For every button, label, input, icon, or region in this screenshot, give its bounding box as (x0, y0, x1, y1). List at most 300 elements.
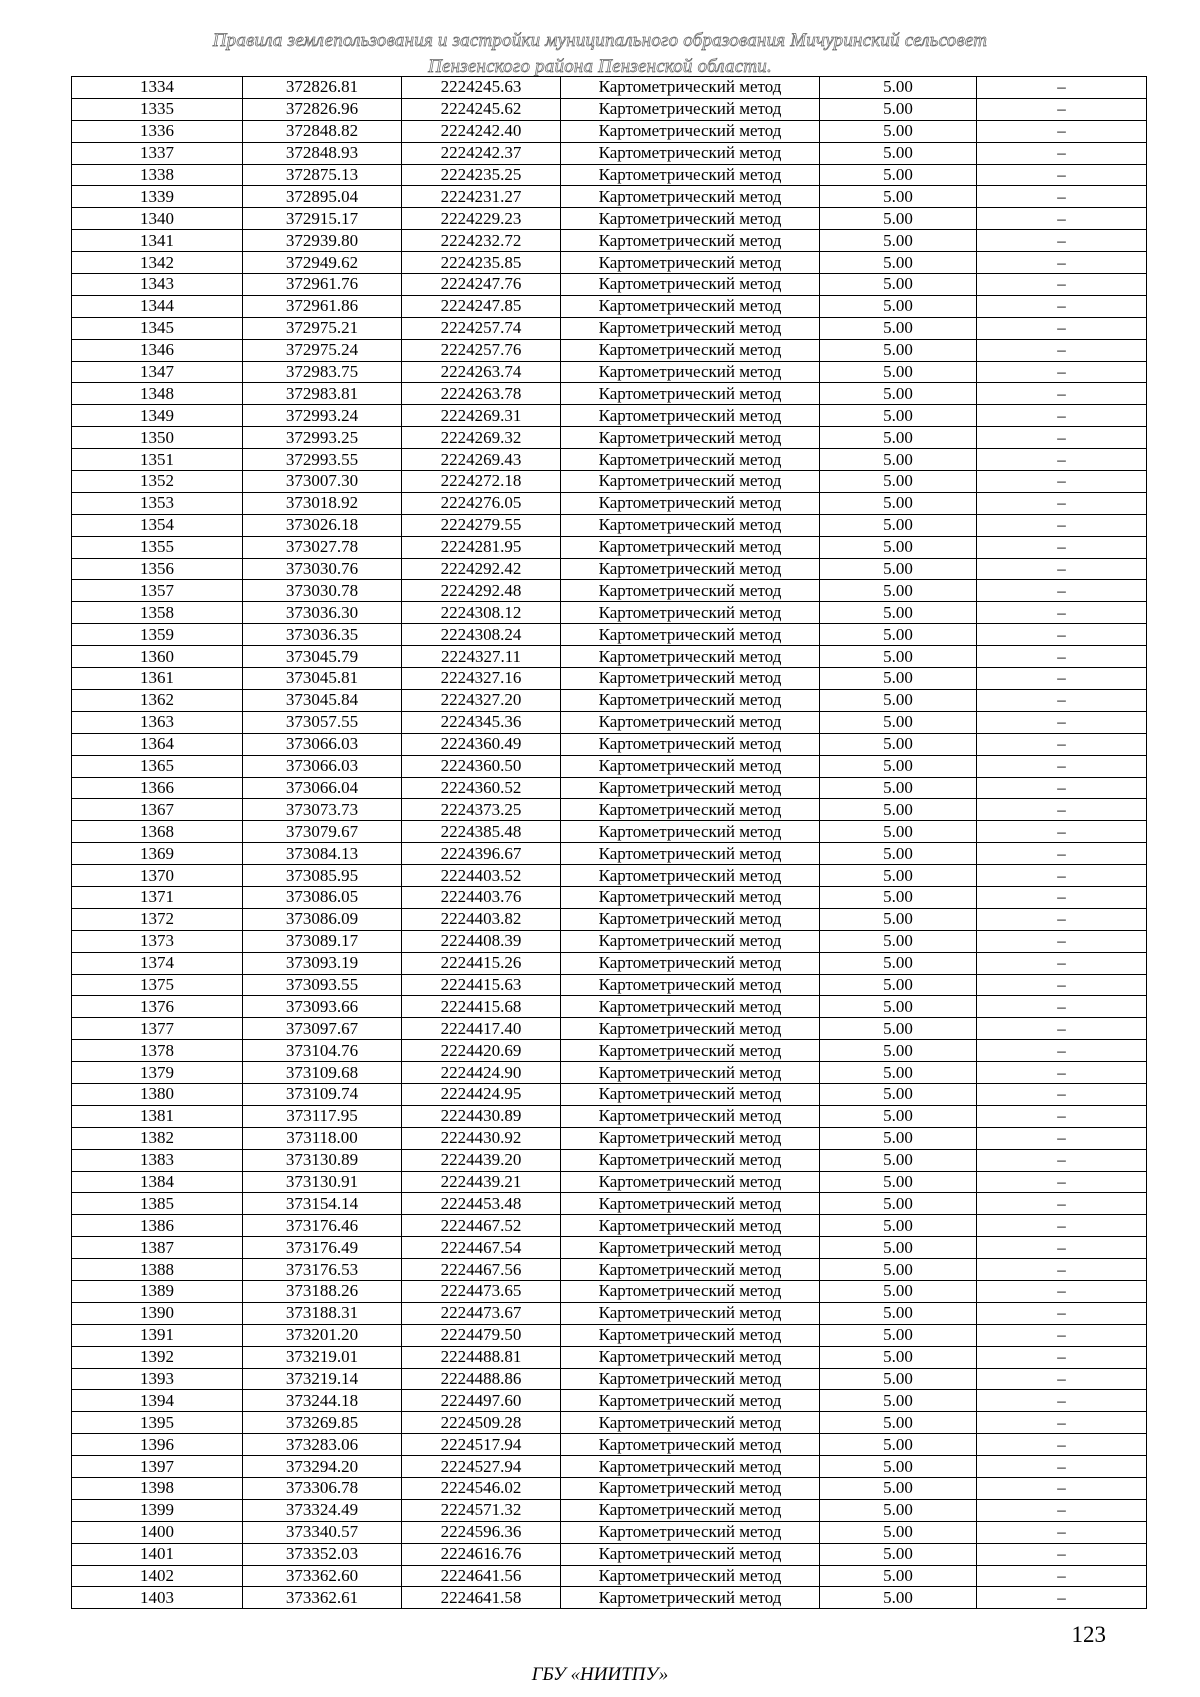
x-coordinate-cell: 373176.53 (243, 1259, 402, 1281)
y-coordinate-cell: 2224479.50 (402, 1324, 561, 1346)
description-cell: – (977, 1171, 1147, 1193)
accuracy-cell: 5.00 (820, 339, 977, 361)
point-number-cell: 1385 (72, 1193, 243, 1215)
x-coordinate-cell: 373176.46 (243, 1215, 402, 1237)
coordinates-table (71, 76, 1147, 1609)
accuracy-cell: 5.00 (820, 865, 977, 887)
accuracy-cell: 5.00 (820, 1083, 977, 1105)
method-cell: Картометрический метод (561, 1171, 820, 1193)
x-coordinate-cell: 373093.66 (243, 996, 402, 1018)
accuracy-cell: 5.00 (820, 427, 977, 449)
table-row (72, 974, 1147, 996)
method-cell: Картометрический метод (561, 317, 820, 339)
x-coordinate-cell: 373362.61 (243, 1587, 402, 1609)
point-number-cell: 1375 (72, 974, 243, 996)
description-cell: – (977, 1083, 1147, 1105)
description-cell: – (977, 1302, 1147, 1324)
description-cell: – (977, 77, 1147, 99)
accuracy-cell: 5.00 (820, 1237, 977, 1259)
accuracy-cell: 5.00 (820, 646, 977, 668)
x-coordinate-cell: 373306.78 (243, 1478, 402, 1500)
x-coordinate-cell: 372915.17 (243, 208, 402, 230)
point-number-cell: 1350 (72, 427, 243, 449)
y-coordinate-cell: 2224360.49 (402, 733, 561, 755)
y-coordinate-cell: 2224385.48 (402, 821, 561, 843)
accuracy-cell: 5.00 (820, 492, 977, 514)
point-number-cell: 1387 (72, 1237, 243, 1259)
method-cell: Картометрический метод (561, 689, 820, 711)
accuracy-cell: 5.00 (820, 558, 977, 580)
table-row (72, 865, 1147, 887)
table-row (72, 908, 1147, 930)
x-coordinate-cell: 373066.03 (243, 755, 402, 777)
y-coordinate-cell: 2224430.89 (402, 1105, 561, 1127)
y-coordinate-cell: 2224242.37 (402, 142, 561, 164)
point-number-cell: 1356 (72, 558, 243, 580)
method-cell: Картометрический метод (561, 821, 820, 843)
method-cell: Картометрический метод (561, 252, 820, 274)
table-row (72, 711, 1147, 733)
point-number-cell: 1355 (72, 536, 243, 558)
y-coordinate-cell: 2224430.92 (402, 1127, 561, 1149)
point-number-cell: 1389 (72, 1280, 243, 1302)
header-line-2: Пензенского района Пензенской области. (428, 56, 772, 77)
y-coordinate-cell: 2224308.24 (402, 624, 561, 646)
description-cell: – (977, 1215, 1147, 1237)
accuracy-cell: 5.00 (820, 120, 977, 142)
method-cell: Картометрический метод (561, 164, 820, 186)
y-coordinate-cell: 2224415.68 (402, 996, 561, 1018)
y-coordinate-cell: 2224327.20 (402, 689, 561, 711)
table-row (72, 1149, 1147, 1171)
point-number-cell: 1341 (72, 230, 243, 252)
accuracy-cell: 5.00 (820, 1259, 977, 1281)
method-cell: Картометрический метод (561, 1346, 820, 1368)
point-number-cell: 1378 (72, 1040, 243, 1062)
method-cell: Картометрический метод (561, 996, 820, 1018)
table-row (72, 799, 1147, 821)
point-number-cell: 1346 (72, 339, 243, 361)
point-number-cell: 1381 (72, 1105, 243, 1127)
description-cell: – (977, 1478, 1147, 1500)
table-row (72, 208, 1147, 230)
point-number-cell: 1367 (72, 799, 243, 821)
point-number-cell: 1339 (72, 186, 243, 208)
accuracy-cell: 5.00 (820, 1434, 977, 1456)
accuracy-cell: 5.00 (820, 1499, 977, 1521)
accuracy-cell: 5.00 (820, 1280, 977, 1302)
description-cell: – (977, 908, 1147, 930)
description-cell: – (977, 1390, 1147, 1412)
point-number-cell: 1379 (72, 1062, 243, 1084)
point-number-cell: 1374 (72, 952, 243, 974)
method-cell: Картометрический метод (561, 98, 820, 120)
table-row (72, 646, 1147, 668)
accuracy-cell: 5.00 (820, 1543, 977, 1565)
table-row (72, 580, 1147, 602)
point-number-cell: 1388 (72, 1259, 243, 1281)
point-number-cell: 1353 (72, 492, 243, 514)
accuracy-cell: 5.00 (820, 1346, 977, 1368)
x-coordinate-cell: 373283.06 (243, 1434, 402, 1456)
coordinates-table-body (72, 77, 1147, 1609)
accuracy-cell: 5.00 (820, 1521, 977, 1543)
table-row (72, 1062, 1147, 1084)
table-row (72, 1215, 1147, 1237)
method-cell: Картометрический метод (561, 602, 820, 624)
y-coordinate-cell: 2224417.40 (402, 1018, 561, 1040)
point-number-cell: 1398 (72, 1478, 243, 1500)
accuracy-cell: 5.00 (820, 449, 977, 471)
table-row (72, 1193, 1147, 1215)
y-coordinate-cell: 2224641.58 (402, 1587, 561, 1609)
point-number-cell: 1352 (72, 471, 243, 493)
y-coordinate-cell: 2224373.25 (402, 799, 561, 821)
y-coordinate-cell: 2224269.31 (402, 405, 561, 427)
table-row (72, 1368, 1147, 1390)
y-coordinate-cell: 2224257.74 (402, 317, 561, 339)
accuracy-cell: 5.00 (820, 1390, 977, 1412)
method-cell: Картометрический метод (561, 974, 820, 996)
accuracy-cell: 5.00 (820, 777, 977, 799)
table-row (72, 558, 1147, 580)
accuracy-cell: 5.00 (820, 208, 977, 230)
accuracy-cell: 5.00 (820, 317, 977, 339)
description-cell: – (977, 361, 1147, 383)
method-cell: Картометрический метод (561, 843, 820, 865)
table-row (72, 274, 1147, 296)
x-coordinate-cell: 373036.30 (243, 602, 402, 624)
accuracy-cell: 5.00 (820, 405, 977, 427)
x-coordinate-cell: 372993.55 (243, 449, 402, 471)
description-cell: – (977, 886, 1147, 908)
table-row (72, 1587, 1147, 1609)
method-cell: Картометрический метод (561, 1018, 820, 1040)
y-coordinate-cell: 2224235.25 (402, 164, 561, 186)
method-cell: Картометрический метод (561, 1302, 820, 1324)
description-cell: – (977, 339, 1147, 361)
y-coordinate-cell: 2224360.52 (402, 777, 561, 799)
table-row (72, 930, 1147, 952)
y-coordinate-cell: 2224473.67 (402, 1302, 561, 1324)
accuracy-cell: 5.00 (820, 514, 977, 536)
table-row (72, 602, 1147, 624)
description-cell: – (977, 624, 1147, 646)
accuracy-cell: 5.00 (820, 1127, 977, 1149)
y-coordinate-cell: 2224467.52 (402, 1215, 561, 1237)
x-coordinate-cell: 373007.30 (243, 471, 402, 493)
x-coordinate-cell: 373352.03 (243, 1543, 402, 1565)
y-coordinate-cell: 2224242.40 (402, 120, 561, 142)
description-cell: – (977, 952, 1147, 974)
description-cell: – (977, 1587, 1147, 1609)
accuracy-cell: 5.00 (820, 580, 977, 602)
table-row (72, 1040, 1147, 1062)
method-cell: Картометрический метод (561, 952, 820, 974)
table-row (72, 624, 1147, 646)
y-coordinate-cell: 2224415.26 (402, 952, 561, 974)
description-cell: – (977, 974, 1147, 996)
description-cell: – (977, 580, 1147, 602)
point-number-cell: 1335 (72, 98, 243, 120)
point-number-cell: 1370 (72, 865, 243, 887)
y-coordinate-cell: 2224279.55 (402, 514, 561, 536)
table-row (72, 733, 1147, 755)
description-cell: – (977, 1018, 1147, 1040)
accuracy-cell: 5.00 (820, 624, 977, 646)
description-cell: – (977, 536, 1147, 558)
method-cell: Картометрический метод (561, 1083, 820, 1105)
table-row (72, 886, 1147, 908)
point-number-cell: 1340 (72, 208, 243, 230)
point-number-cell: 1368 (72, 821, 243, 843)
method-cell: Картометрический метод (561, 1565, 820, 1587)
y-coordinate-cell: 2224360.50 (402, 755, 561, 777)
method-cell: Картометрический метод (561, 1149, 820, 1171)
method-cell: Картометрический метод (561, 427, 820, 449)
accuracy-cell: 5.00 (820, 274, 977, 296)
y-coordinate-cell: 2224232.72 (402, 230, 561, 252)
y-coordinate-cell: 2224292.48 (402, 580, 561, 602)
method-cell: Картометрический метод (561, 1478, 820, 1500)
point-number-cell: 1337 (72, 142, 243, 164)
table-row (72, 843, 1147, 865)
description-cell: – (977, 427, 1147, 449)
x-coordinate-cell: 373036.35 (243, 624, 402, 646)
method-cell: Картометрический метод (561, 799, 820, 821)
table-row (72, 1237, 1147, 1259)
accuracy-cell: 5.00 (820, 668, 977, 690)
method-cell: Картометрический метод (561, 405, 820, 427)
x-coordinate-cell: 373154.14 (243, 1193, 402, 1215)
x-coordinate-cell: 372826.96 (243, 98, 402, 120)
y-coordinate-cell: 2224245.62 (402, 98, 561, 120)
y-coordinate-cell: 2224527.94 (402, 1456, 561, 1478)
description-cell: – (977, 1412, 1147, 1434)
table-row (72, 1324, 1147, 1346)
description-cell: – (977, 1434, 1147, 1456)
y-coordinate-cell: 2224509.28 (402, 1412, 561, 1434)
method-cell: Картометрический метод (561, 1324, 820, 1346)
description-cell: – (977, 711, 1147, 733)
table-row (72, 1083, 1147, 1105)
method-cell: Картометрический метод (561, 274, 820, 296)
x-coordinate-cell: 373362.60 (243, 1565, 402, 1587)
accuracy-cell: 5.00 (820, 1171, 977, 1193)
x-coordinate-cell: 373073.73 (243, 799, 402, 821)
page-number: 123 (1071, 1622, 1106, 1647)
description-cell: – (977, 1565, 1147, 1587)
x-coordinate-cell: 373201.20 (243, 1324, 402, 1346)
description-cell: – (977, 843, 1147, 865)
table-row (72, 449, 1147, 471)
accuracy-cell: 5.00 (820, 952, 977, 974)
description-cell: – (977, 383, 1147, 405)
point-number-cell: 1345 (72, 317, 243, 339)
accuracy-cell: 5.00 (820, 1215, 977, 1237)
accuracy-cell: 5.00 (820, 755, 977, 777)
point-number-cell: 1357 (72, 580, 243, 602)
table-row (72, 1018, 1147, 1040)
y-coordinate-cell: 2224245.63 (402, 77, 561, 99)
point-number-cell: 1401 (72, 1543, 243, 1565)
method-cell: Картометрический метод (561, 733, 820, 755)
point-number-cell: 1343 (72, 274, 243, 296)
point-number-cell: 1364 (72, 733, 243, 755)
y-coordinate-cell: 2224596.36 (402, 1521, 561, 1543)
x-coordinate-cell: 372949.62 (243, 252, 402, 274)
method-cell: Картометрический метод (561, 208, 820, 230)
description-cell: – (977, 1062, 1147, 1084)
description-cell: – (977, 996, 1147, 1018)
method-cell: Картометрический метод (561, 580, 820, 602)
method-cell: Картометрический метод (561, 1368, 820, 1390)
x-coordinate-cell: 373130.91 (243, 1171, 402, 1193)
description-cell: – (977, 558, 1147, 580)
point-number-cell: 1372 (72, 908, 243, 930)
table-row (72, 1346, 1147, 1368)
x-coordinate-cell: 372975.24 (243, 339, 402, 361)
method-cell: Картометрический метод (561, 1390, 820, 1412)
accuracy-cell: 5.00 (820, 821, 977, 843)
x-coordinate-cell: 372993.25 (243, 427, 402, 449)
y-coordinate-cell: 2224231.27 (402, 186, 561, 208)
accuracy-cell: 5.00 (820, 1565, 977, 1587)
description-cell: – (977, 186, 1147, 208)
method-cell: Картометрический метод (561, 624, 820, 646)
y-coordinate-cell: 2224453.48 (402, 1193, 561, 1215)
method-cell: Картометрический метод (561, 514, 820, 536)
accuracy-cell: 5.00 (820, 1193, 977, 1215)
point-number-cell: 1344 (72, 295, 243, 317)
method-cell: Картометрический метод (561, 361, 820, 383)
table-row (72, 1565, 1147, 1587)
x-coordinate-cell: 372826.81 (243, 77, 402, 99)
x-coordinate-cell: 373109.68 (243, 1062, 402, 1084)
table-row (72, 98, 1147, 120)
method-cell: Картометрический метод (561, 383, 820, 405)
method-cell: Картометрический метод (561, 755, 820, 777)
x-coordinate-cell: 373176.49 (243, 1237, 402, 1259)
table-row (72, 514, 1147, 536)
method-cell: Картометрический метод (561, 1127, 820, 1149)
y-coordinate-cell: 2224269.43 (402, 449, 561, 471)
point-number-cell: 1334 (72, 77, 243, 99)
y-coordinate-cell: 2224345.36 (402, 711, 561, 733)
page-header (0, 28, 1200, 80)
description-cell: – (977, 1149, 1147, 1171)
method-cell: Картометрический метод (561, 1237, 820, 1259)
description-cell: – (977, 252, 1147, 274)
accuracy-cell: 5.00 (820, 230, 977, 252)
x-coordinate-cell: 372975.21 (243, 317, 402, 339)
table-row (72, 317, 1147, 339)
description-cell: – (977, 646, 1147, 668)
x-coordinate-cell: 372875.13 (243, 164, 402, 186)
table-row (72, 77, 1147, 99)
table-row (72, 164, 1147, 186)
accuracy-cell: 5.00 (820, 142, 977, 164)
method-cell: Картометрический метод (561, 1215, 820, 1237)
description-cell: – (977, 1368, 1147, 1390)
table-row (72, 536, 1147, 558)
x-coordinate-cell: 372983.75 (243, 361, 402, 383)
y-coordinate-cell: 2224488.86 (402, 1368, 561, 1390)
description-cell: – (977, 208, 1147, 230)
x-coordinate-cell: 373045.81 (243, 668, 402, 690)
description-cell: – (977, 449, 1147, 471)
point-number-cell: 1360 (72, 646, 243, 668)
accuracy-cell: 5.00 (820, 98, 977, 120)
point-number-cell: 1369 (72, 843, 243, 865)
table-row (72, 252, 1147, 274)
accuracy-cell: 5.00 (820, 536, 977, 558)
accuracy-cell: 5.00 (820, 602, 977, 624)
x-coordinate-cell: 373117.95 (243, 1105, 402, 1127)
y-coordinate-cell: 2224616.76 (402, 1543, 561, 1565)
x-coordinate-cell: 373084.13 (243, 843, 402, 865)
y-coordinate-cell: 2224396.67 (402, 843, 561, 865)
method-cell: Картометрический метод (561, 668, 820, 690)
table-row (72, 1171, 1147, 1193)
method-cell: Картометрический метод (561, 930, 820, 952)
x-coordinate-cell: 373045.84 (243, 689, 402, 711)
method-cell: Картометрический метод (561, 77, 820, 99)
y-coordinate-cell: 2224571.32 (402, 1499, 561, 1521)
x-coordinate-cell: 373085.95 (243, 865, 402, 887)
point-number-cell: 1390 (72, 1302, 243, 1324)
method-cell: Картометрический метод (561, 865, 820, 887)
table-row (72, 996, 1147, 1018)
method-cell: Картометрический метод (561, 886, 820, 908)
table-row (72, 1521, 1147, 1543)
table-row (72, 186, 1147, 208)
x-coordinate-cell: 373027.78 (243, 536, 402, 558)
accuracy-cell: 5.00 (820, 77, 977, 99)
y-coordinate-cell: 2224247.85 (402, 295, 561, 317)
description-cell: – (977, 471, 1147, 493)
method-cell: Картометрический метод (561, 1456, 820, 1478)
accuracy-cell: 5.00 (820, 689, 977, 711)
point-number-cell: 1400 (72, 1521, 243, 1543)
method-cell: Картометрический метод (561, 120, 820, 142)
x-coordinate-cell: 373057.55 (243, 711, 402, 733)
y-coordinate-cell: 2224467.54 (402, 1237, 561, 1259)
y-coordinate-cell: 2224276.05 (402, 492, 561, 514)
x-coordinate-cell: 373093.55 (243, 974, 402, 996)
method-cell: Картометрический метод (561, 1040, 820, 1062)
point-number-cell: 1391 (72, 1324, 243, 1346)
description-cell: – (977, 1259, 1147, 1281)
method-cell: Картометрический метод (561, 1543, 820, 1565)
x-coordinate-cell: 372848.93 (243, 142, 402, 164)
x-coordinate-cell: 373086.05 (243, 886, 402, 908)
x-coordinate-cell: 372939.80 (243, 230, 402, 252)
y-coordinate-cell: 2224292.42 (402, 558, 561, 580)
x-coordinate-cell: 373324.49 (243, 1499, 402, 1521)
description-cell: – (977, 1324, 1147, 1346)
table-row (72, 1259, 1147, 1281)
y-coordinate-cell: 2224439.21 (402, 1171, 561, 1193)
y-coordinate-cell: 2224272.18 (402, 471, 561, 493)
description-cell: – (977, 1280, 1147, 1302)
accuracy-cell: 5.00 (820, 1478, 977, 1500)
point-number-cell: 1376 (72, 996, 243, 1018)
table-row (72, 427, 1147, 449)
table-row (72, 689, 1147, 711)
y-coordinate-cell: 2224269.32 (402, 427, 561, 449)
accuracy-cell: 5.00 (820, 843, 977, 865)
